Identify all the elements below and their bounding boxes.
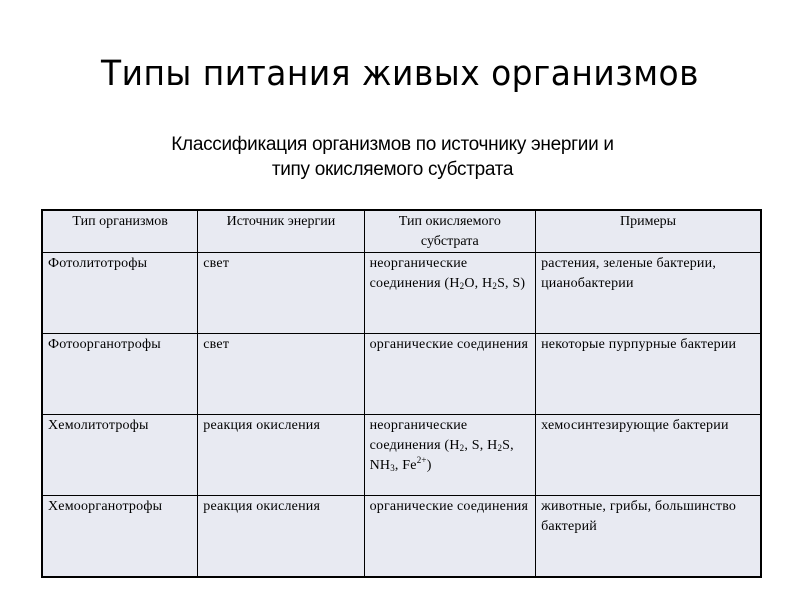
subscript: 2 <box>459 443 465 453</box>
subtitle-line-1: Классификация организмов по источнику энергии и <box>171 134 614 155</box>
slide-subtitle <box>0 132 785 182</box>
slide-title: Типы питания живых организмов <box>101 54 699 94</box>
header-substrate-type: Тип окисляемого субстрата <box>364 210 536 253</box>
nutrition-types-table <box>41 209 762 578</box>
cell-organism-type: Фотоорганотрофы <box>42 334 198 415</box>
cell-organism-type: Хемолитотрофы <box>42 415 198 496</box>
table-row <box>42 415 761 496</box>
cell-energy-source: реакция окисления <box>198 415 364 496</box>
cell-organism-type: Хемоорганотрофы <box>42 496 198 578</box>
subscript: 2 <box>459 281 465 291</box>
subscript: 3 <box>390 463 395 473</box>
cell-organism-type: Фотолитотрофы <box>42 253 198 334</box>
cell-substrate: органические соединения <box>364 496 536 578</box>
table-row <box>42 496 761 578</box>
superscript: 2+ <box>416 455 427 465</box>
header-energy-source: Источник энергии <box>198 210 364 253</box>
cell-examples: хемосинтезирующие бактерии <box>536 415 761 496</box>
cell-energy-source: свет <box>198 253 364 334</box>
subtitle-line-2: типу окисляемого субстрата <box>271 159 514 180</box>
cell-energy-source: реакция окисления <box>198 496 364 578</box>
table-header-row <box>42 210 761 253</box>
table-row <box>42 253 761 334</box>
cell-substrate: органические соединения <box>364 334 536 415</box>
subscript: 2 <box>497 443 503 453</box>
cell-substrate: неорганические соединения ($H_2O$, $H_2S$, S) <box>364 253 536 334</box>
cell-examples: некоторые пурпурные бактерии <box>536 334 761 415</box>
cell-examples: животные, грибы, большинство бактерий <box>536 496 761 578</box>
table-row <box>42 334 761 415</box>
cell-energy-source: свет <box>198 334 364 415</box>
header-examples: Примеры <box>536 210 761 253</box>
cell-substrate: неорганические соединения ($H_2$, S, $H_2S$, $NH_3$, $Fe^{2+}$) <box>364 415 536 496</box>
header-organism-type: Тип организмов <box>42 210 198 253</box>
subscript: 2 <box>492 281 498 291</box>
cell-examples: растения, зеленые бактерии, цианобактерии <box>536 253 761 334</box>
